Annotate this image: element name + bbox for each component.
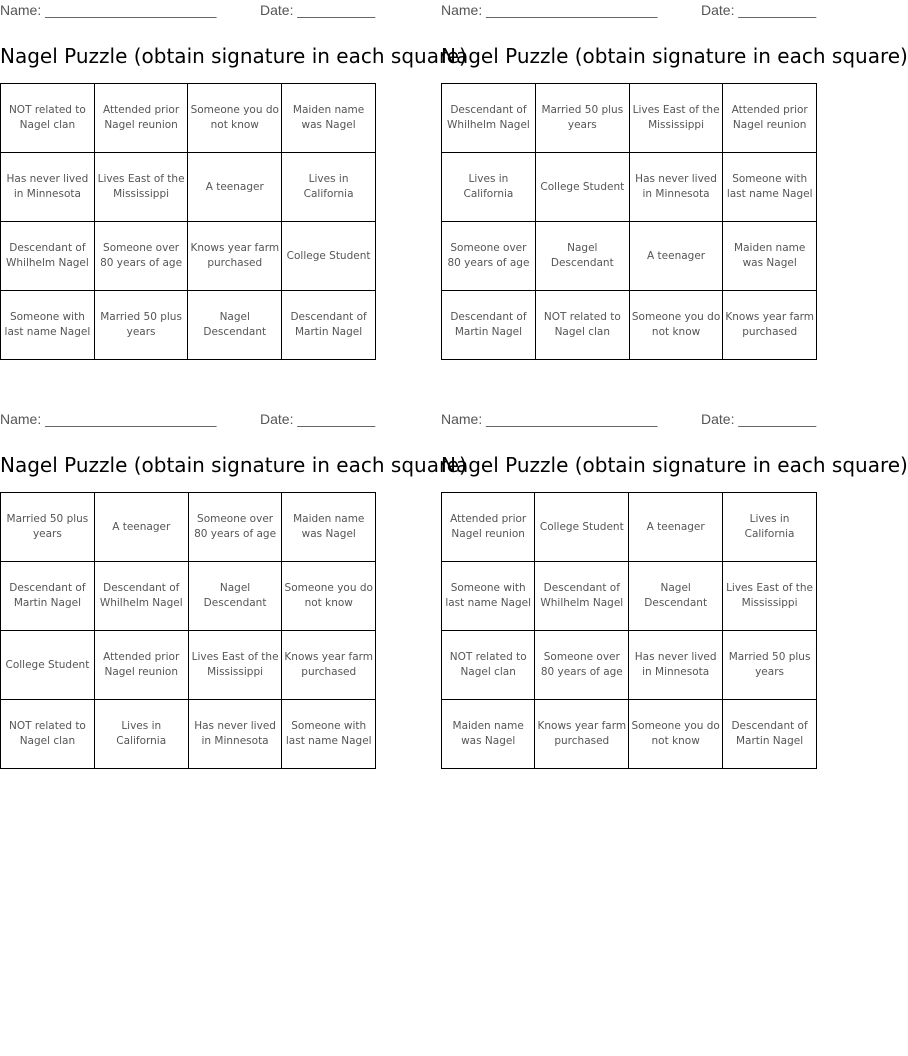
grid-cell: Lives East of the Mississippi [94, 153, 188, 222]
bingo-grid [0, 492, 376, 769]
grid-cell: Descendant of Martin Nagel [1, 562, 95, 631]
grid-cell: Lives East of the Mississippi [188, 631, 282, 700]
bingo-grid [0, 83, 376, 360]
grid-cell: College Student [535, 153, 629, 222]
grid-cell: Lives in California [282, 153, 376, 222]
grid-cell: A teenager [629, 493, 723, 562]
grid-row [1, 291, 376, 360]
grid-cell: College Student [282, 222, 376, 291]
puzzle-title: Nagel Puzzle (obtain signature in each square) [0, 453, 467, 477]
grid-row [1, 562, 376, 631]
name-field-label[interactable]: Name: ______________________ [441, 2, 658, 18]
grid-cell: Someone over 80 years of age [535, 631, 629, 700]
name-field-label[interactable]: Name: ______________________ [0, 2, 217, 18]
grid-cell: Has never lived in Minnesota [1, 153, 95, 222]
grid-cell: Knows year farm purchased [723, 291, 817, 360]
grid-cell: A teenager [629, 222, 723, 291]
grid-cell: Someone with last name Nagel [1, 291, 95, 360]
grid-cell: Attended prior Nagel reunion [442, 493, 535, 562]
grid-cell: Someone with last name Nagel [442, 562, 535, 631]
grid-cell: Lives East of the Mississippi [723, 562, 817, 631]
grid-row [442, 291, 817, 360]
grid-cell: Married 50 plus years [94, 291, 188, 360]
bingo-grid [441, 83, 817, 360]
grid-row [442, 631, 817, 700]
puzzle-title: Nagel Puzzle (obtain signature in each square) [441, 453, 908, 477]
puzzle-title: Nagel Puzzle (obtain signature in each square) [0, 44, 467, 68]
date-field-label[interactable]: Date: __________ [701, 2, 817, 18]
grid-cell: Maiden name was Nagel [442, 700, 535, 769]
name-field-label[interactable]: Name: ______________________ [0, 411, 217, 427]
grid-cell: Knows year farm purchased [535, 700, 629, 769]
grid-cell: A teenager [188, 153, 282, 222]
grid-cell: Descendant of Whilhelm Nagel [535, 562, 629, 631]
grid-cell: Descendant of Whilhelm Nagel [442, 84, 536, 153]
grid-row [1, 700, 376, 769]
grid-cell: Knows year farm purchased [188, 222, 282, 291]
grid-cell: Nagel Descendant [535, 222, 629, 291]
grid-cell: Married 50 plus years [535, 84, 629, 153]
grid-cell: Lives East of the Mississippi [629, 84, 723, 153]
grid-cell: Has never lived in Minnesota [629, 631, 723, 700]
grid-cell: Someone you do not know [282, 562, 376, 631]
grid-cell: Lives in California [94, 700, 188, 769]
grid-cell: Attended prior Nagel reunion [94, 84, 188, 153]
grid-cell: Attended prior Nagel reunion [94, 631, 188, 700]
grid-row [1, 84, 376, 153]
grid-cell: NOT related to Nagel clan [535, 291, 629, 360]
grid-row [442, 493, 817, 562]
grid-cell: Married 50 plus years [1, 493, 95, 562]
grid-cell: Married 50 plus years [723, 631, 817, 700]
name-field-label[interactable]: Name: ______________________ [441, 411, 658, 427]
name-date-line [0, 411, 376, 429]
date-field-label[interactable]: Date: __________ [260, 2, 376, 18]
grid-cell: A teenager [94, 493, 188, 562]
grid-cell: Someone you do not know [629, 291, 723, 360]
name-date-line [441, 2, 817, 20]
grid-row [442, 153, 817, 222]
grid-cell: Attended prior Nagel reunion [723, 84, 817, 153]
grid-cell: Nagel Descendant [188, 291, 282, 360]
grid-row [442, 700, 817, 769]
grid-cell: NOT related to Nagel clan [1, 700, 95, 769]
grid-row [1, 493, 376, 562]
name-date-line [0, 2, 376, 20]
grid-row [1, 631, 376, 700]
name-date-line [441, 411, 817, 429]
grid-cell: Someone over 80 years of age [188, 493, 282, 562]
grid-cell: Has never lived in Minnesota [629, 153, 723, 222]
date-field-label[interactable]: Date: __________ [701, 411, 817, 427]
grid-cell: Maiden name was Nagel [723, 222, 817, 291]
grid-cell: NOT related to Nagel clan [442, 631, 535, 700]
puzzle-title: Nagel Puzzle (obtain signature in each square) [441, 44, 908, 68]
grid-cell: Has never lived in Minnesota [188, 700, 282, 769]
grid-cell: Descendant of Martin Nagel [282, 291, 376, 360]
grid-cell: Maiden name was Nagel [282, 493, 376, 562]
bingo-grid [441, 492, 817, 769]
grid-cell: College Student [1, 631, 95, 700]
grid-cell: Someone over 80 years of age [94, 222, 188, 291]
grid-cell: Someone with last name Nagel [723, 153, 817, 222]
grid-cell: NOT related to Nagel clan [1, 84, 95, 153]
grid-cell: Knows year farm purchased [282, 631, 376, 700]
grid-cell: Someone you do not know [629, 700, 723, 769]
grid-cell: Descendant of Whilhelm Nagel [1, 222, 95, 291]
grid-cell: Someone with last name Nagel [282, 700, 376, 769]
grid-cell: Nagel Descendant [629, 562, 723, 631]
grid-cell: Lives in California [723, 493, 817, 562]
grid-row [1, 222, 376, 291]
grid-cell: College Student [535, 493, 629, 562]
grid-cell: Descendant of Martin Nagel [442, 291, 536, 360]
grid-cell: Lives in California [442, 153, 536, 222]
grid-row [442, 562, 817, 631]
grid-row [1, 153, 376, 222]
grid-row [442, 84, 817, 153]
grid-cell: Someone over 80 years of age [442, 222, 536, 291]
grid-cell: Nagel Descendant [188, 562, 282, 631]
grid-cell: Descendant of Whilhelm Nagel [94, 562, 188, 631]
grid-cell: Descendant of Martin Nagel [723, 700, 817, 769]
date-field-label[interactable]: Date: __________ [260, 411, 376, 427]
grid-cell: Maiden name was Nagel [282, 84, 376, 153]
grid-row [442, 222, 817, 291]
grid-cell: Someone you do not know [188, 84, 282, 153]
